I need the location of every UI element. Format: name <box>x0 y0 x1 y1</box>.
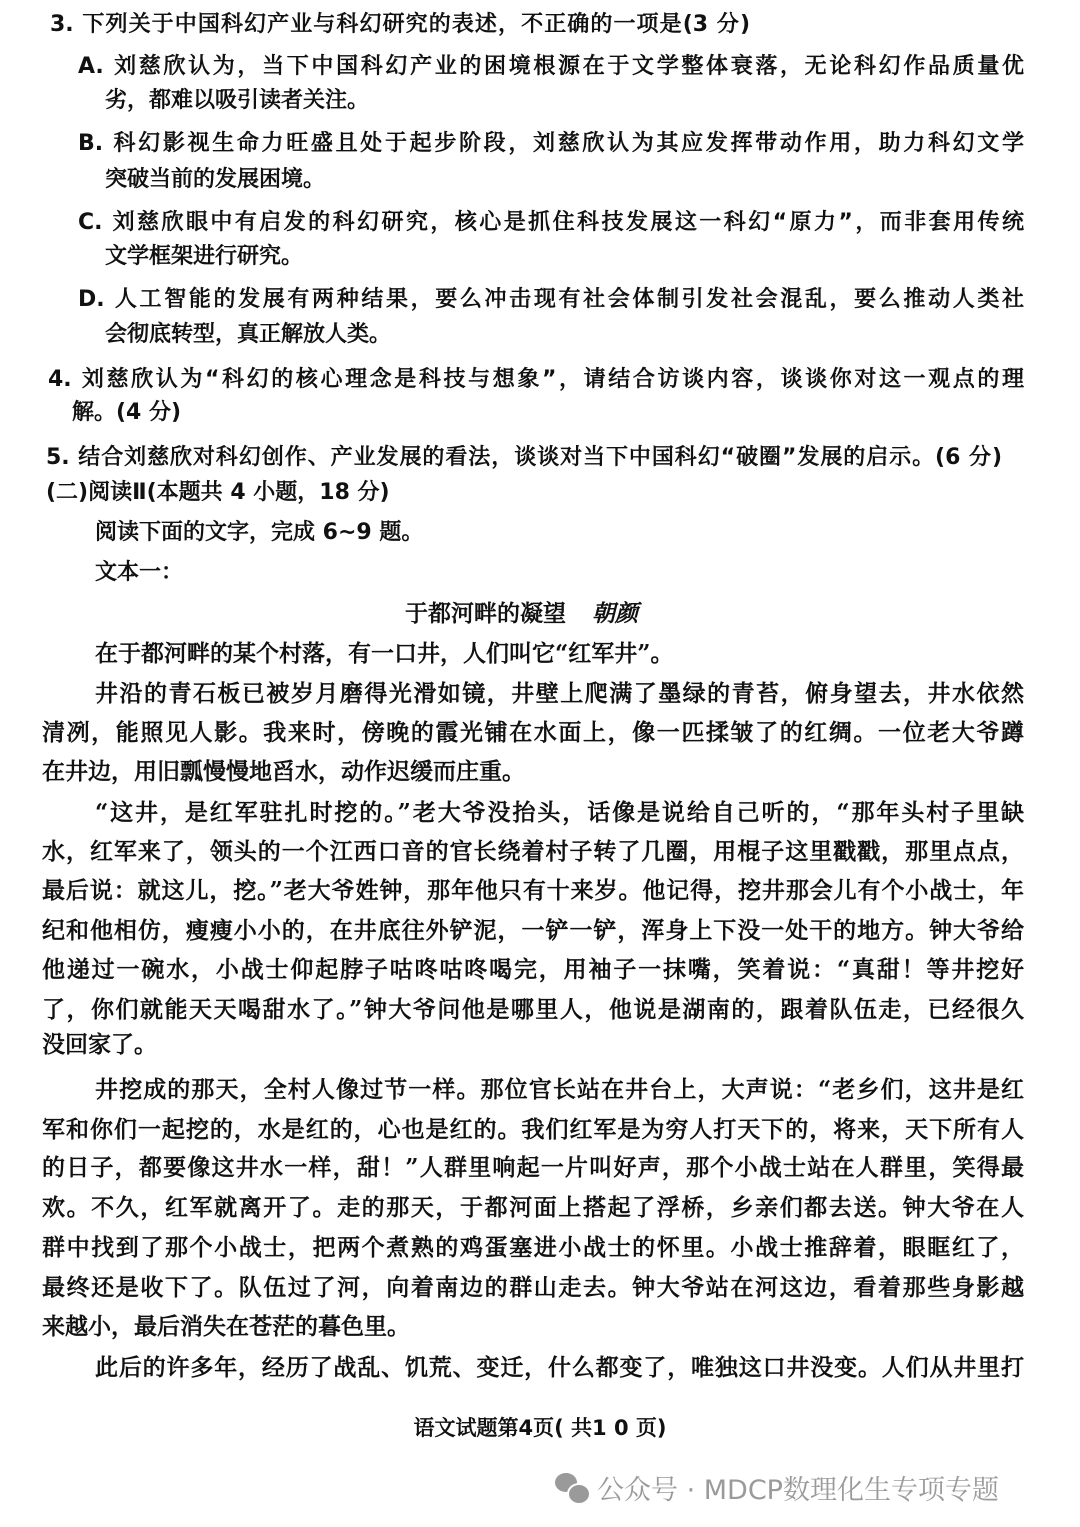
section-heading: (二)阅读Ⅱ(本题共 4 小题，18 分) <box>46 480 390 505</box>
paragraph-4-line: 来越小，最后消失在苍茫的暮色里。 <box>42 1313 410 1340</box>
paragraph-3-line: 他递过一碗水，小战士仰起脖子咕咚咕咚喝完，用袖子一抹嘴，笑着说：“真甜！等井挖好 <box>42 956 1024 983</box>
paragraph-4-line: 的日子，都要像这井水一样，甜！”人群里响起一片叫好声，那个小战士站在人群里，笑得最 <box>42 1154 1024 1181</box>
paragraph-4-line: 群中找到了那个小战士，把两个煮熟的鸡蛋塞进小战士的怀里。小战士推辞着，眼眶红了， <box>42 1234 1024 1261</box>
paragraph-4-line: 军和你们一起挖的，水是红的，心也是红的。我们红军是为穷人打天下的，将来，天下所有人 <box>42 1116 1024 1143</box>
page-footer: 语文试题第4页( 共1 0 页) <box>413 1416 667 1440</box>
paragraph-3-line: “这井，是红军驻扎时挖的。”老大爷没抬头，话像是说给自己听的，“那年头村子里缺 <box>95 799 1024 826</box>
wechat-icon <box>555 1473 589 1503</box>
paragraph-3-line: 水，红军来了，领头的一个江西口音的官长绕着村子转了几圈，用棍子这里戳戳，那里点点， <box>42 838 1024 865</box>
watermark <box>555 1468 999 1507</box>
q3-option-a: A. 刘慈欣认为，当下中国科幻产业的困境根源在于文学整体衰落，无论科幻作品质量优 <box>78 54 1024 79</box>
q3-option-c: C. 刘慈欣眼中有启发的科幻研究，核心是抓住科技发展这一科幻“原力”，而非套用传统 <box>78 210 1024 235</box>
q3-option-b-cont: 突破当前的发展困境。 <box>105 167 326 192</box>
paragraph-3-line: 纪和他相仿，瘦瘦小小的，在井底往外铲泥，一铲一铲，浑身上下没一处干的地方。钟大爷给 <box>42 917 1024 944</box>
paragraph-3-line: 没回家了。 <box>42 1031 157 1058</box>
paragraph-1: 在于都河畔的某个村落，有一口井，人们叫它“红军井”。 <box>95 640 674 667</box>
instruction: 阅读下面的文字，完成 6~9 题。 <box>95 520 424 545</box>
paragraph-2-line: 清冽，能照见人影。我来时，傍晚的霞光铺在水面上，像一匹揉皱了的红绸。一位老大爷蹲 <box>42 719 1024 746</box>
q3-option-c-cont: 文学框架进行研究。 <box>105 244 304 269</box>
paragraph-4-line: 最终还是收下了。队伍过了河，向着南边的群山走去。钟大爷站在河这边，看着那些身影越 <box>42 1274 1024 1301</box>
question-4: 4. 刘慈欣认为“科幻的核心理念是科技与想象”，请结合访谈内容，谈谈你对这一观点的理 <box>48 367 1024 392</box>
paragraph-2-line: 井沿的青石板已被岁月磨得光滑如镜，井壁上爬满了墨绿的青苔，俯身望去，井水依然 <box>95 680 1024 707</box>
paragraph-5-line: 此后的许多年，经历了战乱、饥荒、变迁，什么都变了，唯独这口井没变。人们从井里打 <box>95 1354 1024 1381</box>
article-author: 朝颜 <box>592 601 638 627</box>
paragraph-4-line: 欢。不久，红军就离开了。走的那天，于都河面上搭起了浮桥，乡亲们都去送。钟大爷在人 <box>42 1194 1024 1221</box>
paragraph-2-line: 在井边，用旧瓢慢慢地舀水，动作迟缓而庄重。 <box>42 758 525 785</box>
paragraph-3-line: 了，你们就能天天喝甜水了。”钟大爷问他是哪里人，他说是湖南的，跟着队伍走，已经很久 <box>42 996 1024 1023</box>
article-title: 于都河畔的凝望 朝颜 <box>405 601 638 627</box>
q3-option-d-cont: 会彻底转型，真正解放人类。 <box>105 322 392 347</box>
paragraph-3-line: 最后说：就这儿，挖。”老大爷姓钟，那年他只有十来岁。他记得，挖井那会儿有个小战士，年 <box>42 877 1024 904</box>
q3-option-a-cont: 劣，都难以吸引读者关注。 <box>105 88 370 113</box>
q3-stem: 3. 下列关于中国科幻产业与科幻研究的表述，不正确的一项是(3 分) <box>50 12 750 37</box>
paragraph-4-line: 井挖成的那天，全村人像过节一样。那位官长站在井台上，大声说：“老乡们，这井是红 <box>95 1076 1024 1103</box>
q3-option-b: B. 科幻影视生命力旺盛且处于起步阶段，刘慈欣认为其应发挥带动作用，助力科幻文学 <box>78 131 1024 156</box>
question-4-cont: 解。(4 分) <box>72 400 182 425</box>
watermark-text: 公众号 · MDCP数理化生专项专题 <box>597 1475 999 1506</box>
q3-option-d: D. 人工智能的发展有两种结果，要么冲击现有社会体制引发社会混乱，要么推动人类社 <box>78 287 1024 312</box>
question-5: 5. 结合刘慈欣对科幻创作、产业发展的看法，谈谈对当下中国科幻“破圈”发展的启示。(6 分) <box>46 445 1002 470</box>
text-label: 文本一： <box>95 560 184 585</box>
